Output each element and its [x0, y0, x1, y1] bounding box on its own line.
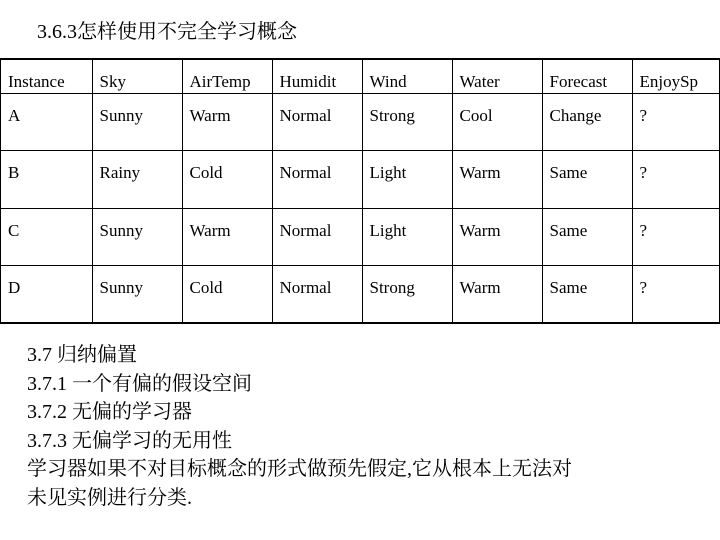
- table-cell: A: [1, 94, 92, 151]
- header-forecast: Forecast: [542, 60, 632, 94]
- header-sky: Sky: [92, 60, 182, 94]
- table-cell: Strong: [362, 265, 452, 322]
- table-cell: Warm: [452, 208, 542, 265]
- section-heading: 3.7.3 无偏学习的无用性: [27, 429, 232, 452]
- table-cell: Sunny: [92, 94, 182, 151]
- table-row: [1, 151, 720, 208]
- table-cell: Rainy: [92, 151, 182, 208]
- table-cell: ?: [632, 265, 720, 322]
- table-cell: Sunny: [92, 208, 182, 265]
- table-cell: ?: [632, 94, 720, 151]
- table-cell: Normal: [272, 151, 362, 208]
- table-cell: Light: [362, 151, 452, 208]
- table-cell: D: [1, 265, 92, 322]
- header-airtemp: AirTemp: [182, 60, 272, 94]
- paragraph-line: 学习器如果不对目标概念的形式做预先假定,它从根本上无法对: [27, 458, 572, 480]
- header-wind: Wind: [362, 60, 452, 94]
- table-row: [1, 208, 720, 265]
- table-cell: Light: [362, 208, 452, 265]
- table-cell: Cool: [452, 94, 542, 151]
- header-instance: Instance: [1, 60, 92, 94]
- table-cell: Normal: [272, 265, 362, 322]
- table-row: [1, 265, 720, 322]
- table-row: [1, 94, 720, 151]
- table-cell: Normal: [272, 94, 362, 151]
- instances-table: [0, 58, 720, 324]
- table-cell: Cold: [182, 151, 272, 208]
- table-header-row: [1, 60, 720, 94]
- paragraph-line: 未见实例进行分类.: [27, 486, 192, 509]
- table-cell: Change: [542, 94, 632, 151]
- slide-title: 3.6.3怎样使用不完全学习概念: [37, 21, 297, 43]
- table-cell: C: [1, 208, 92, 265]
- table-cell: Normal: [272, 208, 362, 265]
- table-cell: Sunny: [92, 265, 182, 322]
- table-cell: ?: [632, 151, 720, 208]
- section-heading: 3.7.2 无偏的学习器: [27, 401, 192, 423]
- header-enjoysport: EnjoySp: [632, 60, 720, 94]
- table-cell: Same: [542, 265, 632, 322]
- table-cell: ?: [632, 208, 720, 265]
- slide-body: [27, 341, 572, 512]
- table-cell: Strong: [362, 94, 452, 151]
- table-cell: Same: [542, 208, 632, 265]
- table-cell: Cold: [182, 265, 272, 322]
- table-cell: Same: [542, 151, 632, 208]
- header-humidity: Humidit: [272, 60, 362, 94]
- table-cell: Warm: [182, 208, 272, 265]
- header-water: Water: [452, 60, 542, 94]
- section-heading: 3.7.1 一个有偏的假设空间: [27, 372, 252, 395]
- table-cell: Warm: [452, 151, 542, 208]
- section-heading: 3.7 归纳偏置: [27, 344, 137, 366]
- table-cell: Warm: [182, 94, 272, 151]
- table-cell: B: [1, 151, 92, 208]
- table-cell: Warm: [452, 265, 542, 322]
